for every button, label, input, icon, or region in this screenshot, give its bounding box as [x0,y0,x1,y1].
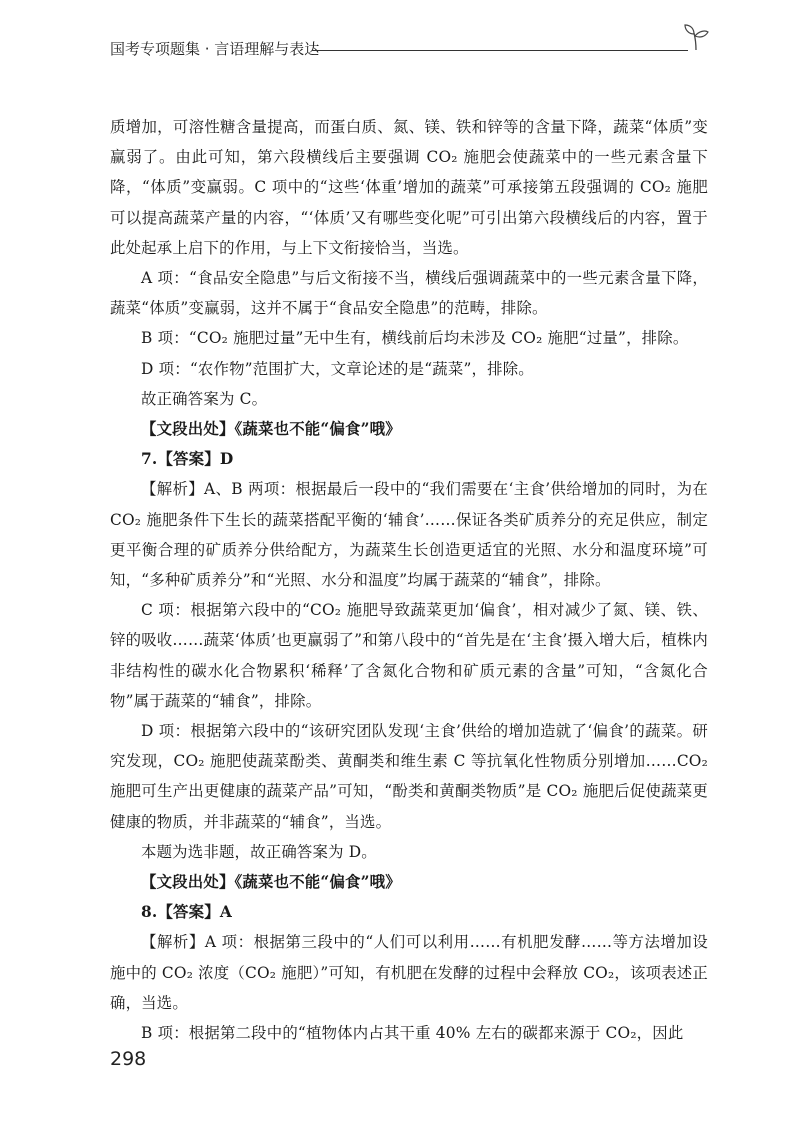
page-number: 298 [110,1048,147,1070]
source-citation: 【文段出处】《蔬菜也不能“偏食”哦》 [141,420,401,439]
paragraph: 【解析】A、B 两项：根据最后一段中的“我们需要在‘主食’供给增加的同时，为在 CO₂ 施肥条件下生长的蔬菜搭配平衡的‘辅食’……保证各类矿质养分的充足供应，制定更平衡合理的矿质养分供给配方，为蔬菜生长创造更适宜的光照、水分和温度环境”可知，“多种矿质养分”和“光照、水分和温度”均属于蔬菜的“辅食”，排除。 [110,480,708,590]
paragraph: C 项：根据第六段中的“CO₂ 施肥导致蔬菜更加‘偏食’，相对减少了氮、镁、铁、锌的吸收……蔬菜‘体质’也更赢弱了”和第八段中的“首先是在‘主食’摄入增大后，植株内非结构性的碳水化合物累积‘稀释’了含氮化合物和矿质元素的含量”可知，“含氮化合物”属于蔬菜的“辅食”，排除。 [110,601,708,710]
paragraph: D 项：“农作物”范围扩大，文章论述的是“蔬菜”，排除。 [141,359,534,378]
paragraph: B 项：“CO₂ 施肥过量”无中生有，横线前后均未涉及 CO₂ 施肥“过量”，排除。 [141,329,689,348]
header-rule [312,50,688,51]
header-title: 国考专项题集 · 言语理解与表达 [110,40,320,58]
paragraph: A 项：“食品安全隐患”与后文衔接不当，横线后强调蔬菜中的一些元素含量下降，蔬菜“体质”变赢弱，这并不属于“食品安全隐患”的范畴，排除。 [110,269,708,318]
paragraph: 质增加，可溶性糖含量提高，而蛋白质、氮、镁、铁和锌等的含量下降，蔬菜“体质”变赢弱了。由此可知，第六段横线后主要强调 CO₂ 施肥会使蔬菜中的一些元素含量下降，“体质”变赢弱。C 项中的“这些‘体重’增加的蔬菜”可承接第五段强调的 CO₂ 施肥可以提高蔬菜产量的内容，“‘体质’又有哪些变化呢”可引出第六段横线后的内容，置于此处起承上启下的作用，与上下文衔接恰当，当选。 [110,118,708,257]
paragraph: 故正确答案为 C。 [141,389,268,408]
answer-heading: 7.【答案】D [141,450,234,469]
answer-explanation-body [110,112,708,1048]
answer-heading: 8.【答案】A [141,903,232,922]
paragraph: 本题为选非题，故正确答案为 D。 [141,842,377,861]
running-header [110,36,710,66]
source-citation: 【文段出处】《蔬菜也不能“偏食”哦》 [141,873,401,892]
paragraph: D 项：根据第六段中的“该研究团队发现‘主食’供给的增加造就了‘偏食’的蔬菜。研究发现，CO₂ 施肥使蔬菜酚类、黄酮类和维生素 C 等抗氧化性物质分别增加……CO₂ 施肥可生产出更健康的蔬菜产品”可知，“酚类和黄酮类物质”是 CO₂ 施肥后促使蔬菜更健康的物质，并非蔬菜的“辅食”，当选。 [110,722,708,831]
sprout-icon [682,22,710,52]
paragraph: 【解析】A 项：根据第三段中的“人们可以利用……有机肥发酵……等方法增加设施中的 CO₂ 浓度（CO₂ 施肥）”可知，有机肥在发酵的过程中会释放 CO₂，该项表述正确，当选。 [110,933,708,1012]
paragraph: B 项：根据第二段中的“植物体内占其干重 40% 左右的碳都来源于 CO₂，因此 [141,1024,684,1043]
